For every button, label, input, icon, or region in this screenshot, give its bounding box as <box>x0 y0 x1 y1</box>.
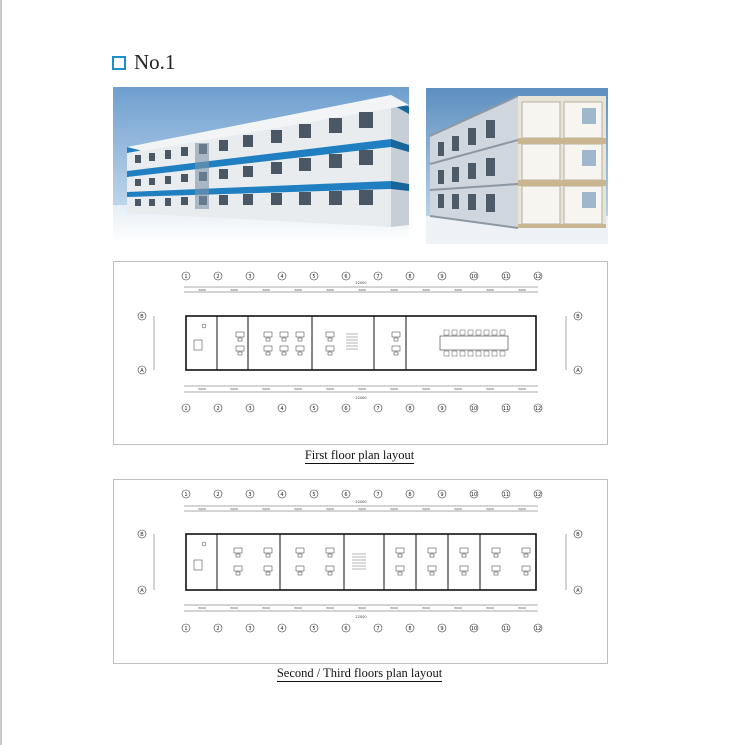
bay-dimension-label: 3000 <box>262 606 270 610</box>
meeting-chair <box>460 330 465 335</box>
meeting-chair <box>468 351 473 356</box>
meeting-chair <box>484 351 489 356</box>
grid-label: 7 <box>376 626 380 632</box>
chair-symbol <box>238 352 242 355</box>
grid-label: 2 <box>216 626 220 632</box>
grid-label: 11 <box>502 626 510 632</box>
chair-symbol <box>236 572 240 575</box>
toilet-symbol <box>194 340 202 350</box>
bay-dimension-label: 3000 <box>518 507 526 511</box>
grid-label: 6 <box>344 492 348 498</box>
desk-symbol <box>326 548 334 553</box>
grid-label: 10 <box>470 626 478 632</box>
row-label-b-left: B <box>140 314 144 320</box>
desk-symbol <box>460 548 468 553</box>
chair-symbol <box>494 572 498 575</box>
grid-label: 3 <box>248 274 252 280</box>
bay-dimension-label: 3000 <box>454 387 462 391</box>
chair-symbol <box>266 554 270 557</box>
bay-dimension-label: 3000 <box>454 606 462 610</box>
grid-label: 10 <box>470 492 478 498</box>
meeting-chair <box>452 330 457 335</box>
chair-symbol <box>430 572 434 575</box>
grid-label: 7 <box>376 492 380 498</box>
grid-label: 9 <box>440 274 444 280</box>
grid-label: 9 <box>440 626 444 632</box>
total-dimension-bottom: 22000 <box>355 396 367 400</box>
meeting-chair <box>492 330 497 335</box>
bay-dimension-label: 3000 <box>326 387 334 391</box>
desk-symbol <box>492 566 500 571</box>
bay-dimension-label: 3000 <box>518 288 526 292</box>
chair-symbol <box>328 338 332 341</box>
desk-symbol <box>296 566 304 571</box>
section-title: No.1 <box>134 50 176 74</box>
meeting-chair <box>492 351 497 356</box>
square-bullet-icon <box>112 56 126 70</box>
bay-dimension-label: 3000 <box>390 507 398 511</box>
chair-symbol <box>328 352 332 355</box>
desk-symbol <box>296 346 304 351</box>
grid-label: 3 <box>248 492 252 498</box>
meeting-chair <box>444 351 449 356</box>
chair-symbol <box>236 554 240 557</box>
meeting-chair <box>444 330 449 335</box>
container-cutaway-photo <box>426 88 608 244</box>
grid-label: 4 <box>280 626 284 632</box>
page-left-border <box>0 0 2 745</box>
bay-dimension-label: 3000 <box>326 507 334 511</box>
bay-dimension-label: 3000 <box>358 507 366 511</box>
meeting-chair <box>468 330 473 335</box>
chair-symbol <box>524 554 528 557</box>
bay-dimension-label: 3000 <box>198 507 206 511</box>
upper-floors-plan-svg <box>114 480 607 663</box>
grid-label: 1 <box>184 274 188 280</box>
upper-floors-plan-drawing <box>113 479 608 664</box>
grid-label: 7 <box>376 406 380 412</box>
bay-dimension-label: 3000 <box>358 606 366 610</box>
desk-symbol <box>428 548 436 553</box>
desk-symbol <box>234 566 242 571</box>
bay-dimension-label: 3000 <box>230 507 238 511</box>
grid-label: 4 <box>280 274 284 280</box>
sink-symbol <box>202 324 206 328</box>
bay-dimension-label: 3000 <box>198 606 206 610</box>
meeting-chair <box>476 351 481 356</box>
chair-symbol <box>282 338 286 341</box>
upper-floors-caption <box>113 666 606 681</box>
desk-symbol <box>296 548 304 553</box>
chair-symbol <box>266 352 270 355</box>
desk-symbol <box>296 332 304 337</box>
chair-symbol <box>328 572 332 575</box>
meeting-chair <box>452 351 457 356</box>
bay-dimension-label: 3000 <box>390 288 398 292</box>
bay-dimension-label: 3000 <box>422 387 430 391</box>
bay-dimension-label: 3000 <box>230 606 238 610</box>
row-label-a-right: A <box>576 368 580 374</box>
chair-symbol <box>394 338 398 341</box>
grid-label: 10 <box>470 406 478 412</box>
meeting-chair <box>476 330 481 335</box>
chair-symbol <box>266 572 270 575</box>
grid-label: 4 <box>280 406 284 412</box>
bay-dimension-label: 3000 <box>294 606 302 610</box>
first-floor-caption-text: First floor plan layout <box>304 448 415 462</box>
first-floor-plan-svg <box>114 262 607 444</box>
bay-dimension-label: 3000 <box>486 507 494 511</box>
grid-label: 12 <box>534 406 542 412</box>
desk-symbol <box>460 566 468 571</box>
chair-symbol <box>398 554 402 557</box>
chair-symbol <box>494 554 498 557</box>
grid-label: 8 <box>408 626 412 632</box>
bay-dimension-label: 3000 <box>486 288 494 292</box>
chair-symbol <box>430 554 434 557</box>
bay-dimension-label: 3000 <box>262 387 270 391</box>
meeting-chair <box>460 351 465 356</box>
desk-symbol <box>522 566 530 571</box>
grid-label: 12 <box>534 626 542 632</box>
bay-dimension-label: 3000 <box>198 288 206 292</box>
bay-dimension-label: 3000 <box>230 288 238 292</box>
meeting-chair <box>484 330 489 335</box>
row-label-b-right: B <box>576 314 580 320</box>
bay-dimension-label: 3000 <box>262 507 270 511</box>
desk-symbol <box>280 332 288 337</box>
chair-symbol <box>298 554 302 557</box>
sink-symbol <box>202 542 206 546</box>
grid-label: 1 <box>184 492 188 498</box>
chair-symbol <box>328 554 332 557</box>
grid-label: 5 <box>312 626 316 632</box>
building-exterior-photo <box>113 87 409 243</box>
grid-label: 11 <box>502 406 510 412</box>
bay-dimension-label: 3000 <box>294 387 302 391</box>
grid-label: 11 <box>502 274 510 280</box>
bay-dimension-label: 3000 <box>262 288 270 292</box>
section-heading <box>112 50 175 75</box>
desk-symbol <box>236 332 244 337</box>
grid-label: 11 <box>502 492 510 498</box>
grid-label: 8 <box>408 492 412 498</box>
row-label-a-right: A <box>576 588 580 594</box>
desk-symbol <box>264 332 272 337</box>
grid-label: 5 <box>312 274 316 280</box>
desk-symbol <box>326 346 334 351</box>
grid-label: 10 <box>470 274 478 280</box>
chair-symbol <box>462 554 466 557</box>
grid-label: 2 <box>216 406 220 412</box>
chair-symbol <box>282 352 286 355</box>
grid-label: 5 <box>312 492 316 498</box>
desk-symbol <box>234 548 242 553</box>
chair-symbol <box>298 338 302 341</box>
grid-label: 2 <box>216 274 220 280</box>
bay-dimension-label: 3000 <box>422 507 430 511</box>
grid-label: 6 <box>344 626 348 632</box>
desk-symbol <box>522 548 530 553</box>
bay-dimension-label: 3000 <box>294 288 302 292</box>
meeting-chair <box>500 351 505 356</box>
grid-label: 1 <box>184 626 188 632</box>
bay-dimension-label: 3000 <box>294 507 302 511</box>
bay-dimension-label: 3000 <box>198 387 206 391</box>
bay-dimension-label: 3000 <box>358 288 366 292</box>
desk-symbol <box>236 346 244 351</box>
desk-symbol <box>392 346 400 351</box>
upper-floors-caption-text: Second / Third floors plan layout <box>276 666 443 680</box>
bay-dimension-label: 3000 <box>390 387 398 391</box>
desk-symbol <box>396 548 404 553</box>
meeting-chair <box>500 330 505 335</box>
grid-label: 5 <box>312 406 316 412</box>
bay-dimension-label: 3000 <box>390 606 398 610</box>
bay-dimension-label: 3000 <box>326 288 334 292</box>
chair-symbol <box>266 338 270 341</box>
grid-label: 2 <box>216 492 220 498</box>
row-label-a-left: A <box>140 368 144 374</box>
desk-symbol <box>396 566 404 571</box>
total-dimension-bottom: 22000 <box>355 615 367 619</box>
grid-label: 6 <box>344 274 348 280</box>
chair-symbol <box>298 352 302 355</box>
toilet-symbol <box>194 560 202 570</box>
grid-label: 12 <box>534 492 542 498</box>
grid-label: 7 <box>376 274 380 280</box>
first-floor-plan-drawing <box>113 261 608 445</box>
desk-symbol <box>492 548 500 553</box>
desk-symbol <box>428 566 436 571</box>
grid-label: 3 <box>248 626 252 632</box>
bay-dimension-label: 3000 <box>358 387 366 391</box>
row-label-b-right: B <box>576 532 580 538</box>
bay-dimension-label: 3000 <box>230 387 238 391</box>
grid-label: 8 <box>408 406 412 412</box>
desk-symbol <box>264 566 272 571</box>
chair-symbol <box>298 572 302 575</box>
total-dimension-top: 22000 <box>355 500 367 504</box>
chair-symbol <box>238 338 242 341</box>
grid-label: 9 <box>440 492 444 498</box>
bay-dimension-label: 3000 <box>486 606 494 610</box>
chair-symbol <box>462 572 466 575</box>
desk-symbol <box>264 346 272 351</box>
bay-dimension-label: 3000 <box>422 606 430 610</box>
grid-label: 12 <box>534 274 542 280</box>
desk-symbol <box>326 566 334 571</box>
chair-symbol <box>398 572 402 575</box>
grid-label: 3 <box>248 406 252 412</box>
grid-label: 4 <box>280 492 284 498</box>
bay-dimension-label: 3000 <box>326 606 334 610</box>
bay-dimension-label: 3000 <box>518 387 526 391</box>
desk-symbol <box>264 548 272 553</box>
chair-symbol <box>394 352 398 355</box>
desk-symbol <box>280 346 288 351</box>
grid-label: 6 <box>344 406 348 412</box>
bay-dimension-label: 3000 <box>454 288 462 292</box>
row-label-a-left: A <box>140 588 144 594</box>
grid-label: 1 <box>184 406 188 412</box>
desk-symbol <box>392 332 400 337</box>
grid-label: 9 <box>440 406 444 412</box>
row-label-b-left: B <box>140 532 144 538</box>
bay-dimension-label: 3000 <box>518 606 526 610</box>
total-dimension-top: 22000 <box>355 281 367 285</box>
bay-dimension-label: 3000 <box>454 507 462 511</box>
desk-symbol <box>326 332 334 337</box>
bay-dimension-label: 3000 <box>486 387 494 391</box>
chair-symbol <box>524 572 528 575</box>
bay-dimension-label: 3000 <box>422 288 430 292</box>
grid-label: 8 <box>408 274 412 280</box>
first-floor-caption <box>113 448 606 463</box>
